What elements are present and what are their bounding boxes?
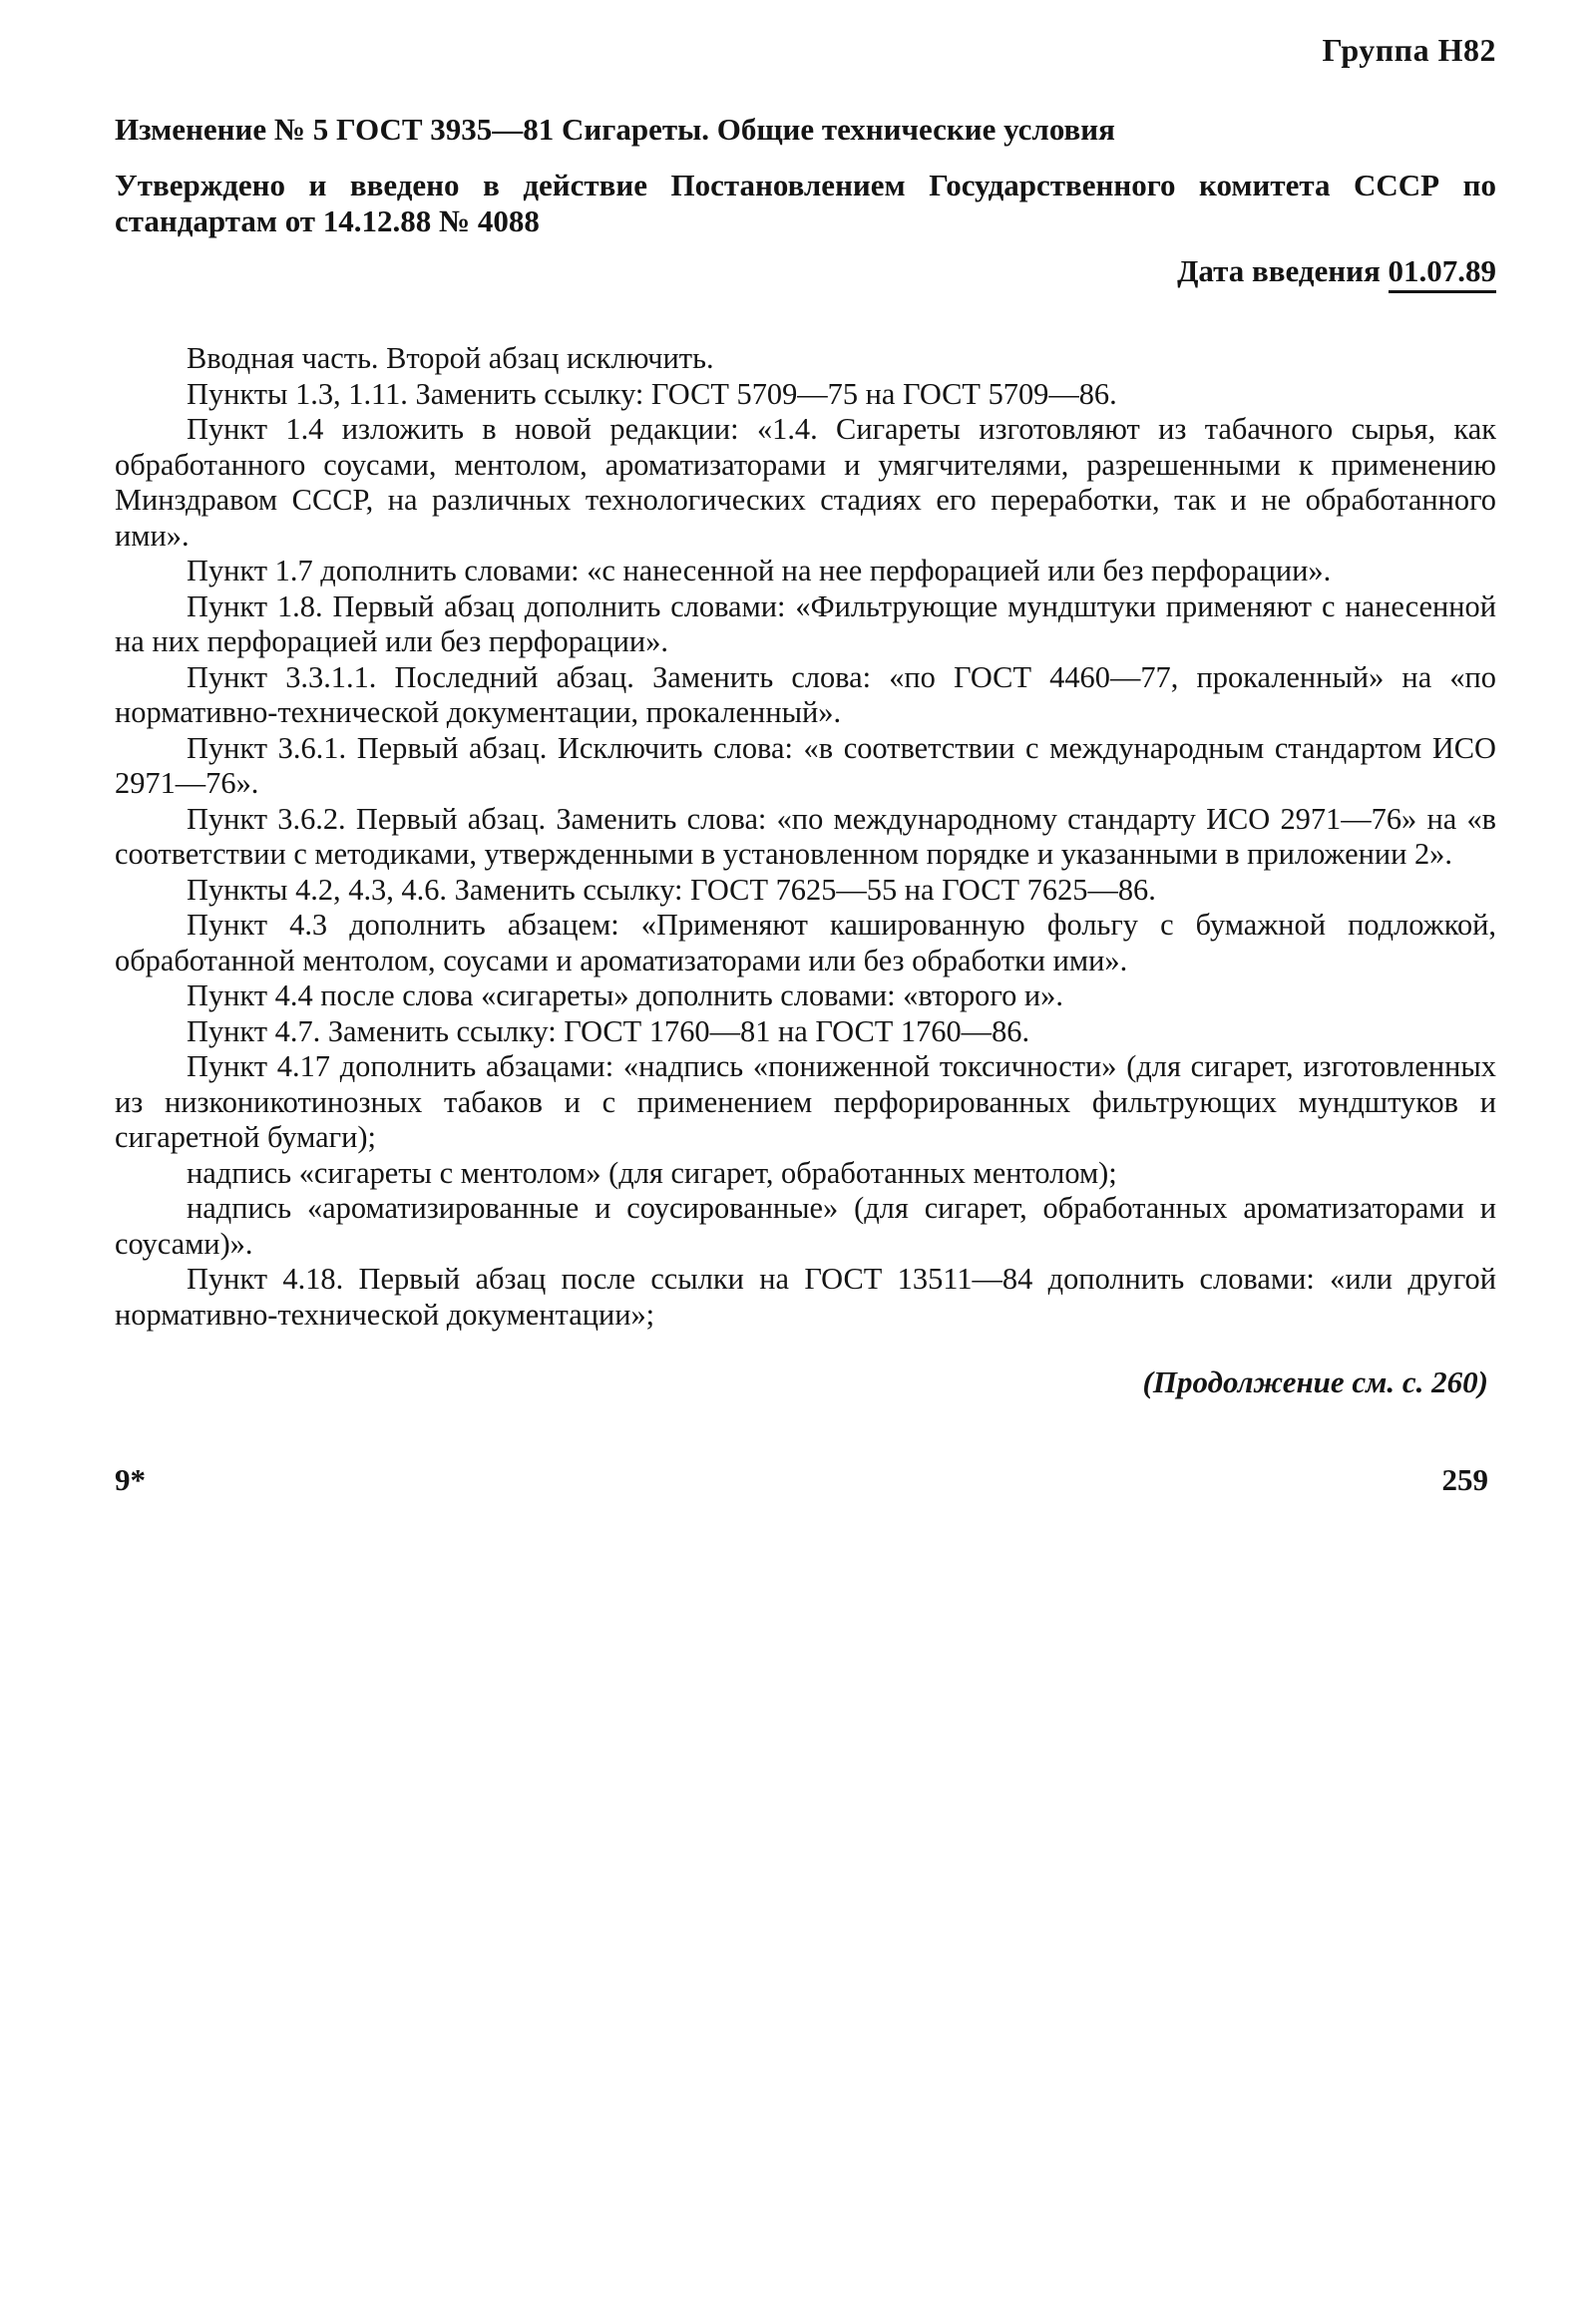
paragraph: Пункт 1.8. Первый абзац дополнить словами: «Фильтрующие мундштуки применяют с нанесенной на них перфорацией или без перфорации». — [115, 588, 1496, 658]
approval-statement: Утверждено и введено в действие Постановлением Государственного комитета СССР по стандартам от 14.12.88 № 4088 — [115, 168, 1496, 238]
page-number: 259 — [1441, 1462, 1488, 1497]
document-page — [115, 30, 1496, 1500]
paragraph: Пункт 4.3 дополнить абзацем: «Применяют кашированную фольгу с бумажной подложкой, обработанной ментолом, соусами и ароматизаторами или без обработки ими». — [115, 908, 1496, 977]
paragraph: Пункт 3.6.2. Первый абзац. Заменить слова: «по международному стандарту ИСО 2971—76» на «в соответствии с методиками, утвержденными в установленном порядке и указанными в приложении 2». — [115, 801, 1496, 871]
paragraph: Пункт 4.17 дополнить абзацами: «надпись «пониженной токсичности» (для сигарет, изготовленных из низконикотинозных табаков и с применением перфорированных фильтрующих мундштуков и сигаретной бумаги); — [115, 1049, 1496, 1154]
page-footer — [115, 1460, 1488, 1500]
paragraph: Пункт 1.4 изложить в новой редакции: «1.4. Сигареты изготовляют из табачного сырья, как обработанного соусами, ментолом, ароматизаторами и умягчителями, разрешенными к применению Минздравом СССР, на различных технологических стадиях его переработки, так и не обработанного ими». — [115, 412, 1496, 553]
paragraph: Пункт 3.3.1.1. Последний абзац. Заменить слова: «по ГОСТ 4460—77, прокаленный» на «по нормативно-технической документации, прокаленный». — [115, 659, 1496, 729]
paragraph: Вводная часть. Второй абзац исключить. — [187, 341, 714, 375]
paragraph: надпись «ароматизированные и соусированные» (для сигарет, обработанных ароматизаторами и соусами)». — [115, 1191, 1496, 1261]
paragraph: Пункт 1.7 дополнить словами: «с нанесенной на нее перфорацией или без перфорации». — [187, 554, 1332, 587]
signature-mark: 9* — [115, 1462, 146, 1497]
paragraph: Пункт 4.18. Первый абзац после ссылки на ГОСТ 13511—84 дополнить словами: «или другой нормативно-технической документации»; — [115, 1262, 1496, 1332]
introduction-date — [115, 251, 1496, 293]
paragraph: Пункты 4.2, 4.3, 4.6. Заменить ссылку: ГОСТ 7625—55 на ГОСТ 7625—86. — [187, 872, 1156, 907]
change-title: Изменение № 5 ГОСТ 3935—81 Сигареты. Общие технические условия — [115, 112, 1115, 147]
document-body — [115, 341, 1496, 1333]
paragraph: Пункт 4.4 после слова «сигареты» дополнить словами: «второго и». — [187, 978, 1063, 1012]
paragraph: Пункты 1.3, 1.11. Заменить ссылку: ГОСТ 5709—75 на ГОСТ 5709—86. — [187, 376, 1117, 411]
group-code: Группа Н82 — [1322, 32, 1496, 68]
date-value: 01.07.89 — [1389, 254, 1497, 293]
paragraph: надпись «сигареты с ментолом» (для сигарет, обработанных ментолом); — [187, 1155, 1117, 1190]
date-label: Дата введения — [1177, 253, 1381, 288]
paragraph: Пункт 4.7. Заменить ссылку: ГОСТ 1760—81 на ГОСТ 1760—86. — [187, 1013, 1030, 1048]
continuation-note: (Продолжение см. с. 260) — [1142, 1364, 1488, 1399]
paragraph: Пункт 3.6.1. Первый абзац. Исключить слова: «в соответствии с международным стандартом ИСО 2971—76». — [115, 730, 1496, 800]
